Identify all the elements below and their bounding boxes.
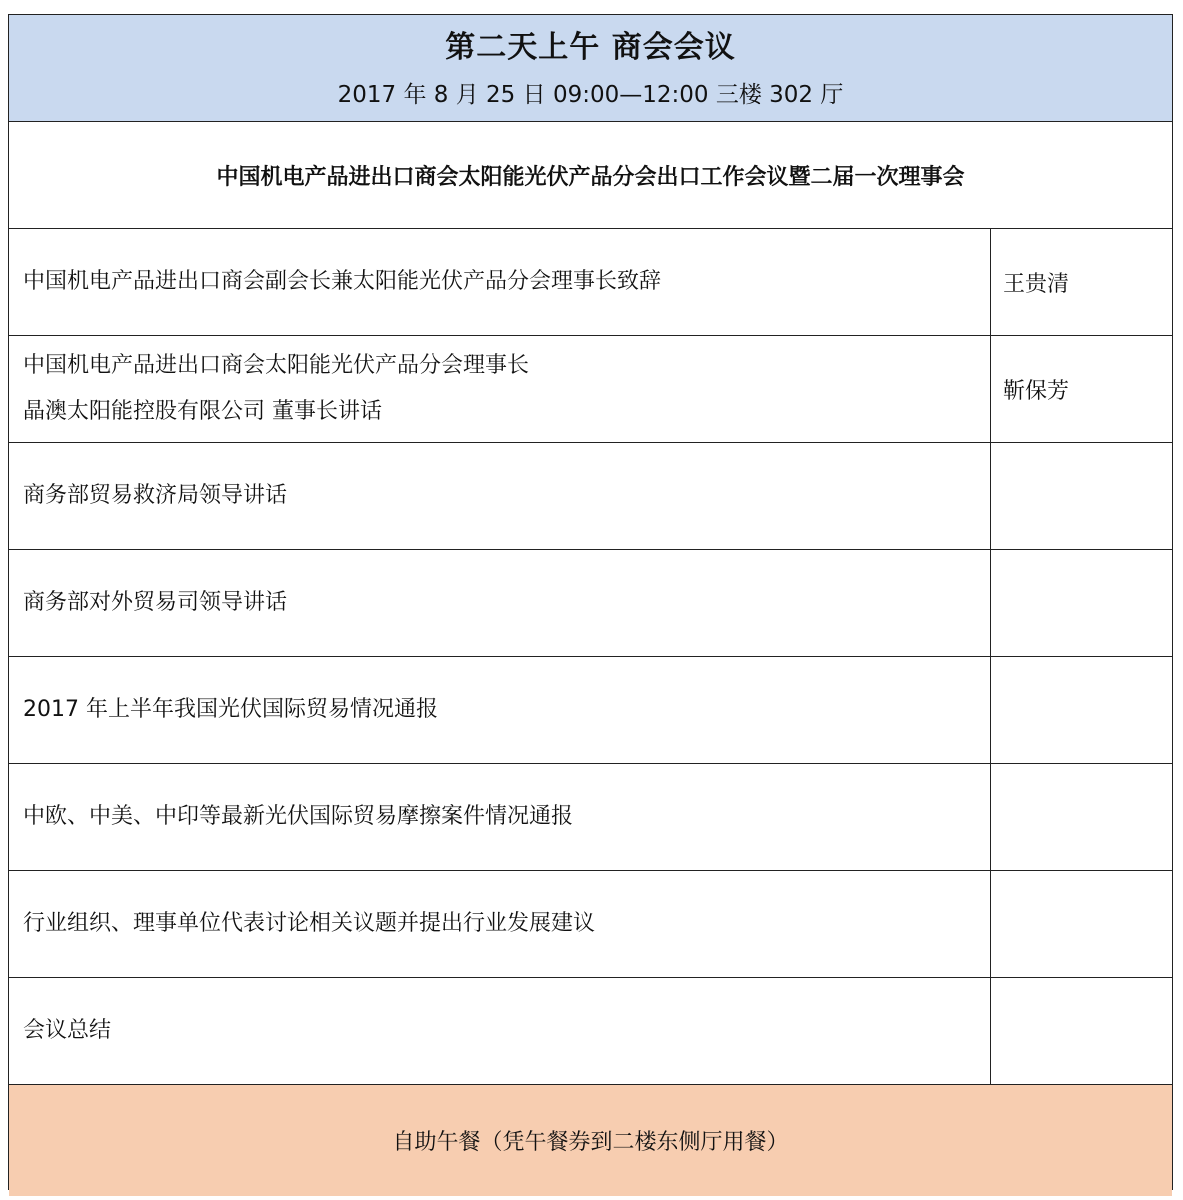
agenda-row xyxy=(9,871,1172,978)
agenda-item-line: 2017 年上半年我国光伏国际贸易情况通报 xyxy=(23,697,438,722)
agenda-speaker xyxy=(991,550,1172,656)
lunch-banner: 自助午餐（凭午餐券到二楼东侧厅用餐） xyxy=(9,1085,1172,1196)
agenda-item xyxy=(9,443,991,549)
agenda-item-line: 商务部贸易救济局领导讲话 xyxy=(23,483,288,508)
agenda-item-line: 晶澳太阳能控股有限公司 董事长讲话 xyxy=(23,399,382,424)
agenda-item-line: 行业组织、理事单位代表讨论相关议题并提出行业发展建议 xyxy=(23,911,596,936)
agenda-item xyxy=(9,978,991,1084)
agenda-item-line: 中欧、中美、中印等最新光伏国际贸易摩擦案件情况通报 xyxy=(23,804,574,829)
agenda-row xyxy=(9,336,1172,443)
session-title: 第二天上午 商会会议 xyxy=(445,30,736,65)
agenda-speaker: 靳保芳 xyxy=(1003,378,1070,404)
agenda-speaker: 王贵清 xyxy=(1003,271,1070,297)
agenda-row xyxy=(9,443,1172,550)
agenda-row xyxy=(9,657,1172,764)
agenda-item xyxy=(9,657,991,763)
agenda-row xyxy=(9,229,1172,336)
agenda-row xyxy=(9,978,1172,1085)
session-header xyxy=(9,15,1172,122)
agenda-speaker xyxy=(991,871,1172,977)
agenda-item-line: 中国机电产品进出口商会副会长兼太阳能光伏产品分会理事长致辞 xyxy=(23,269,662,294)
agenda-item-line: 商务部对外贸易司领导讲话 xyxy=(23,590,288,615)
agenda-speaker xyxy=(991,443,1172,549)
agenda-speaker xyxy=(991,764,1172,870)
agenda-speaker xyxy=(991,657,1172,763)
agenda-item-line: 会议总结 xyxy=(23,1018,112,1043)
agenda-item xyxy=(9,871,991,977)
schedule-table xyxy=(8,14,1173,1190)
meeting-title: 中国机电产品进出口商会太阳能光伏产品分会出口工作会议暨二届一次理事会 xyxy=(9,122,1172,229)
agenda-row xyxy=(9,550,1172,657)
agenda-item xyxy=(9,550,991,656)
agenda-item xyxy=(9,336,991,442)
agenda-item xyxy=(9,764,991,870)
agenda-item xyxy=(9,229,991,335)
agenda-speaker xyxy=(991,978,1172,1084)
agenda-row xyxy=(9,764,1172,871)
session-time-location: 2017 年 8 月 25 日 09:00—12:00 三楼 302 厅 xyxy=(337,82,844,108)
agenda-item-line: 中国机电产品进出口商会太阳能光伏产品分会理事长 xyxy=(23,353,530,378)
